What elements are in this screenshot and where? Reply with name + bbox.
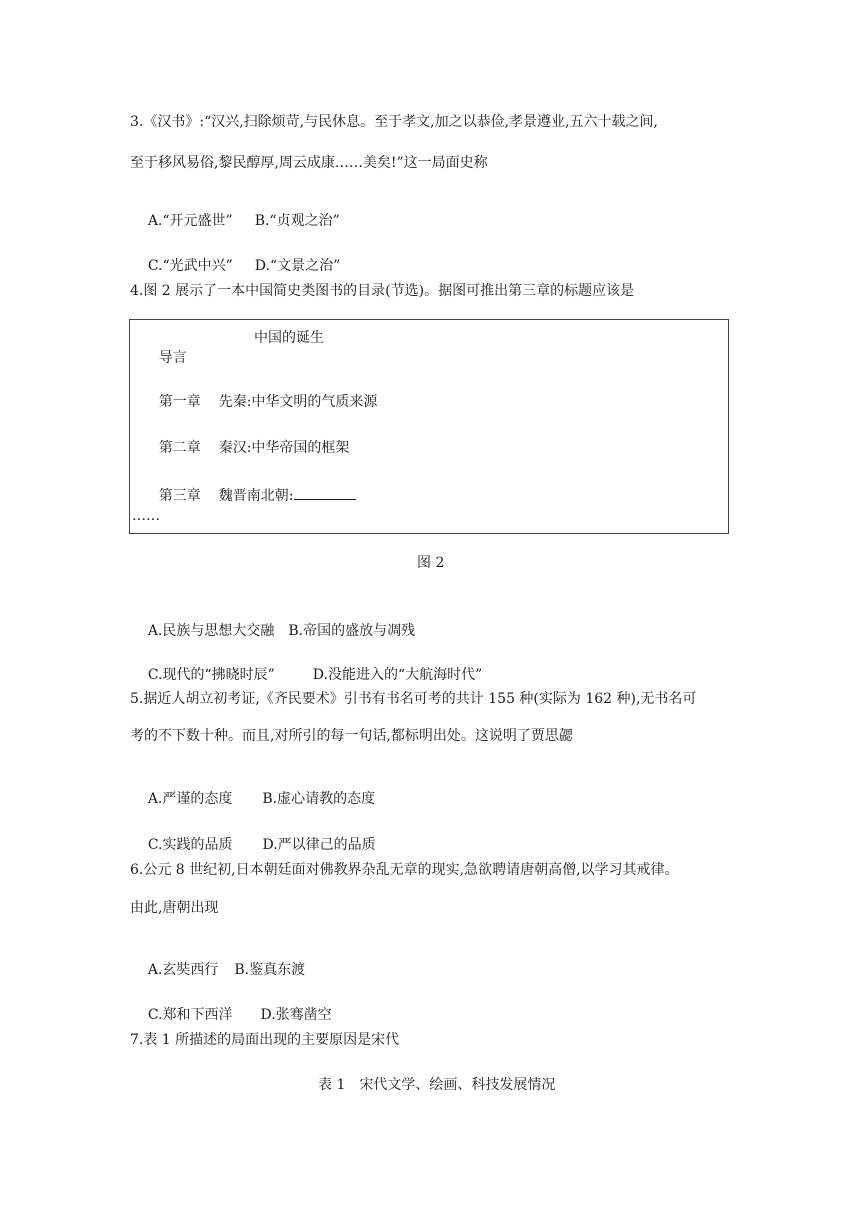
toc-ch2-title: 秦汉:中华帝国的框架 [218,440,350,456]
q6-option-b[interactable]: B.鉴真东渡 [234,962,306,978]
toc-ch3-head: 第三章 [158,488,201,504]
q3-option-a[interactable]: A.“开元盛世” [147,213,233,229]
q4-option-c[interactable]: C.现代的“拂晓时辰” [147,667,275,683]
toc-ch1-title: 先秦:中华文明的气质来源 [218,394,378,410]
q7-stem: 7.表 1 所描述的局面出现的主要原因是宋代 [130,1032,400,1048]
q5-stem-line-1: 5.据近人胡立初考证,《齐民要术》引书有书名可考的共计 155 种(实际为 162 种),无书名可 [130,691,697,707]
q5-option-d[interactable]: D.严以律己的品质 [262,837,376,853]
q3-stem-line-2: 至于移风易俗,黎民醇厚,周云成康……美矣!”这一局面史称 [130,155,488,171]
toc-ch2-head: 第二章 [158,440,201,456]
toc-ch3-title: 魏晋南北朝: [218,488,294,504]
q6-stem-line-1: 6.公元 8 世纪初,日本朝廷面对佛教界杂乱无章的现实,急欲聘请唐朝高僧,以学习其戒律。 [130,862,679,878]
toc-row-chapter-3 [132,465,356,526]
q6-option-d[interactable]: D.张骞凿空 [260,1007,332,1023]
q5-stem-line-2: 考的不下数十种。而且,对所引的每一句话,都标明出处。这说明了贾思勰 [130,728,573,744]
q4-stem: 4.图 2 展示了一本中国简史类图书的目录(节选)。据图可推出第三章的标题应该是 [130,283,635,299]
toc-intro-title: 中国的诞生 [254,330,324,346]
table-of-contents-box [129,319,729,534]
answer-blank[interactable] [294,485,356,500]
q5-option-c[interactable]: C.实践的品质 [147,837,233,853]
q6-option-c[interactable]: C.郑和下西洋 [147,1007,233,1023]
q3-stem-line-1: 3.《汉书》:“汉兴,扫除烦苛,与民休息。至于孝文,加之以恭俭,孝景遵业,五六十载之间, [130,114,658,130]
q4-option-d[interactable]: D.没能进入的“大航海时代” [312,667,483,683]
q3-option-c[interactable]: C.“光武中兴” [147,258,233,274]
q5-option-b[interactable]: B.虚心请教的态度 [262,791,376,807]
toc-ellipsis: …… [132,508,160,524]
toc-ch1-head: 第一章 [158,394,201,410]
q3-option-b[interactable]: B.“贞观之治” [254,213,340,229]
table-caption: 表 1 宋代文学、绘画、科技发展情况 [318,1077,556,1093]
q6-stem-line-2: 由此,唐朝出现 [130,900,219,916]
figure-caption: 图 2 [417,555,445,571]
q4-option-a[interactable]: A.民族与思想大交融 [147,623,275,639]
q6-option-a[interactable]: A.玄奘西行 [147,962,219,978]
q5-option-a[interactable]: A.严谨的态度 [147,791,233,807]
q4-option-b[interactable]: B.帝国的盛放与凋残 [288,623,416,639]
toc-intro-head: 导言 [158,350,187,366]
q3-option-d[interactable]: D.“文景之治” [254,258,341,274]
